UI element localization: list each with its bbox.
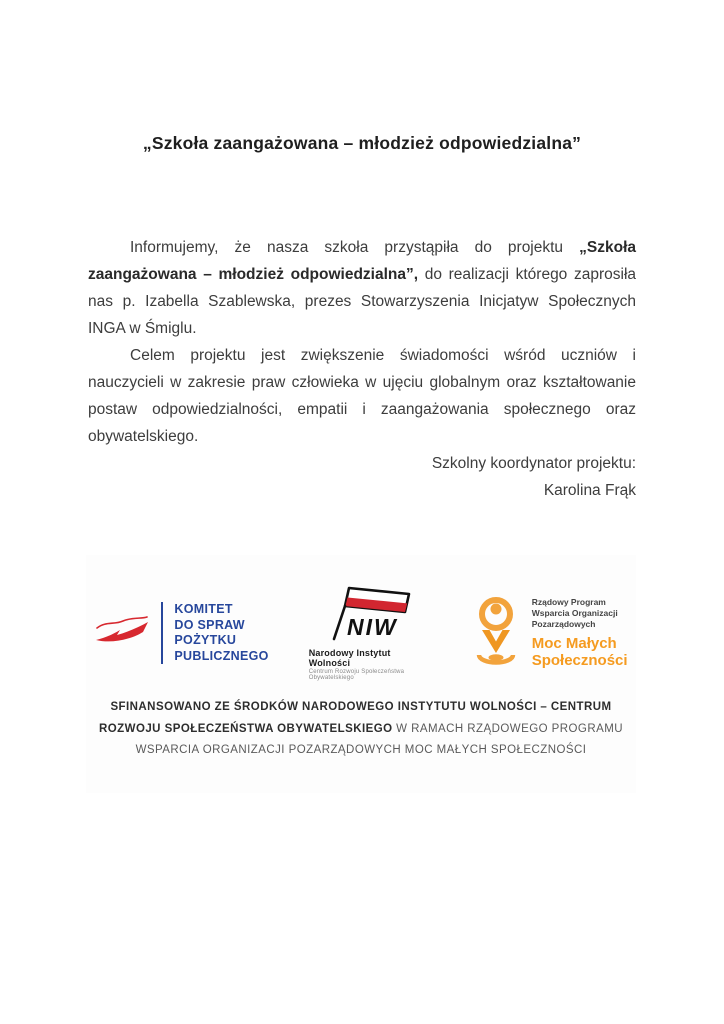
funding-note-bold: SFINANSOWANO ZE ŚRODKÓW NARODOWEGO INSTYTUTU WOLNOŚCI – CENTRUM ROZWOJU SPOŁECZEŃSTWA OBYWATELSKIEGO [99,701,612,735]
komitet-line-4: PUBLICZNEGO [174,648,269,663]
komitet-line-2: DO SPRAW [174,617,245,632]
moc-name-line-1: Moc Małych [531,635,617,652]
moc-program-line-2: Wsparcia Organizacji [531,608,618,618]
page-title: „Szkoła zaangażowana – młodzież odpowiedzialna” [142,133,582,153]
funding-note [98,697,624,762]
logo-niw [309,585,429,681]
signature-block [432,450,636,504]
paragraph-1-text: Informujemy, że nasza szkoła przystąpiła do projektu [130,239,580,256]
logo-komitet-pozytku-publicznego [94,602,268,664]
moc-name-line-2: Społeczności [531,652,628,669]
moc-logo-text [532,597,628,669]
paragraph-2: Celem projektu jest zwiększenie świadomości wśród uczniów i nauczycieli w zakresie praw człowieka w ujęciu globalnym oraz kształtowanie postaw odpowiedzialności, empatii i zaangażowania społecznego oraz obywatelskiego. [88,347,636,445]
body-text [88,234,636,450]
moc-name-text [532,635,628,669]
komitet-logo-text [174,602,268,664]
signature-role: Szkolny koordynator projektu: [431,455,636,472]
niw-flag-icon [325,585,413,646]
moc-program-line-1: Rządowy Program [531,597,606,607]
paragraph-1-bold-project-name: „Szkoła zaangażowana – młodzież odpowiedzialna”, [88,239,636,283]
person-pin-icon [469,593,523,674]
moc-program-text [532,597,628,630]
logos-row [86,585,636,681]
polish-flag-swoosh-icon [94,613,150,654]
moc-program-line-3: Pozarządowych [531,619,596,629]
komitet-line-3: POŻYTKU [174,633,237,647]
niw-subtitle: Centrum Rozwoju Społeczeństwa Obywatelskiego [308,669,405,681]
paragraph-1 [88,234,636,342]
funding-note-regular: W RAMACH RZĄDOWEGO PROGRAMU WSPARCIA ORGANIZACJI POZARZĄDOWYCH MOC MAŁYCH SPOŁECZNOŚCI [135,722,623,756]
paragraph-1-text-continued: do realizacji którego zaprosiła nas p. Izabella Szablewska, prezes Stowarzyszenia Inicjatyw Społecznych INGA w Śmiglu. [88,266,637,337]
niw-name: Narodowy Instytut Wolności [308,648,391,668]
svg-text:NIW: NIW [346,614,398,640]
logo-divider [161,602,163,664]
signature-name: Karolina Frąk [543,482,636,499]
footer-band [86,555,636,793]
komitet-line-1: KOMITET [174,602,233,616]
logo-moc-malych-spolecznosci [469,593,628,674]
